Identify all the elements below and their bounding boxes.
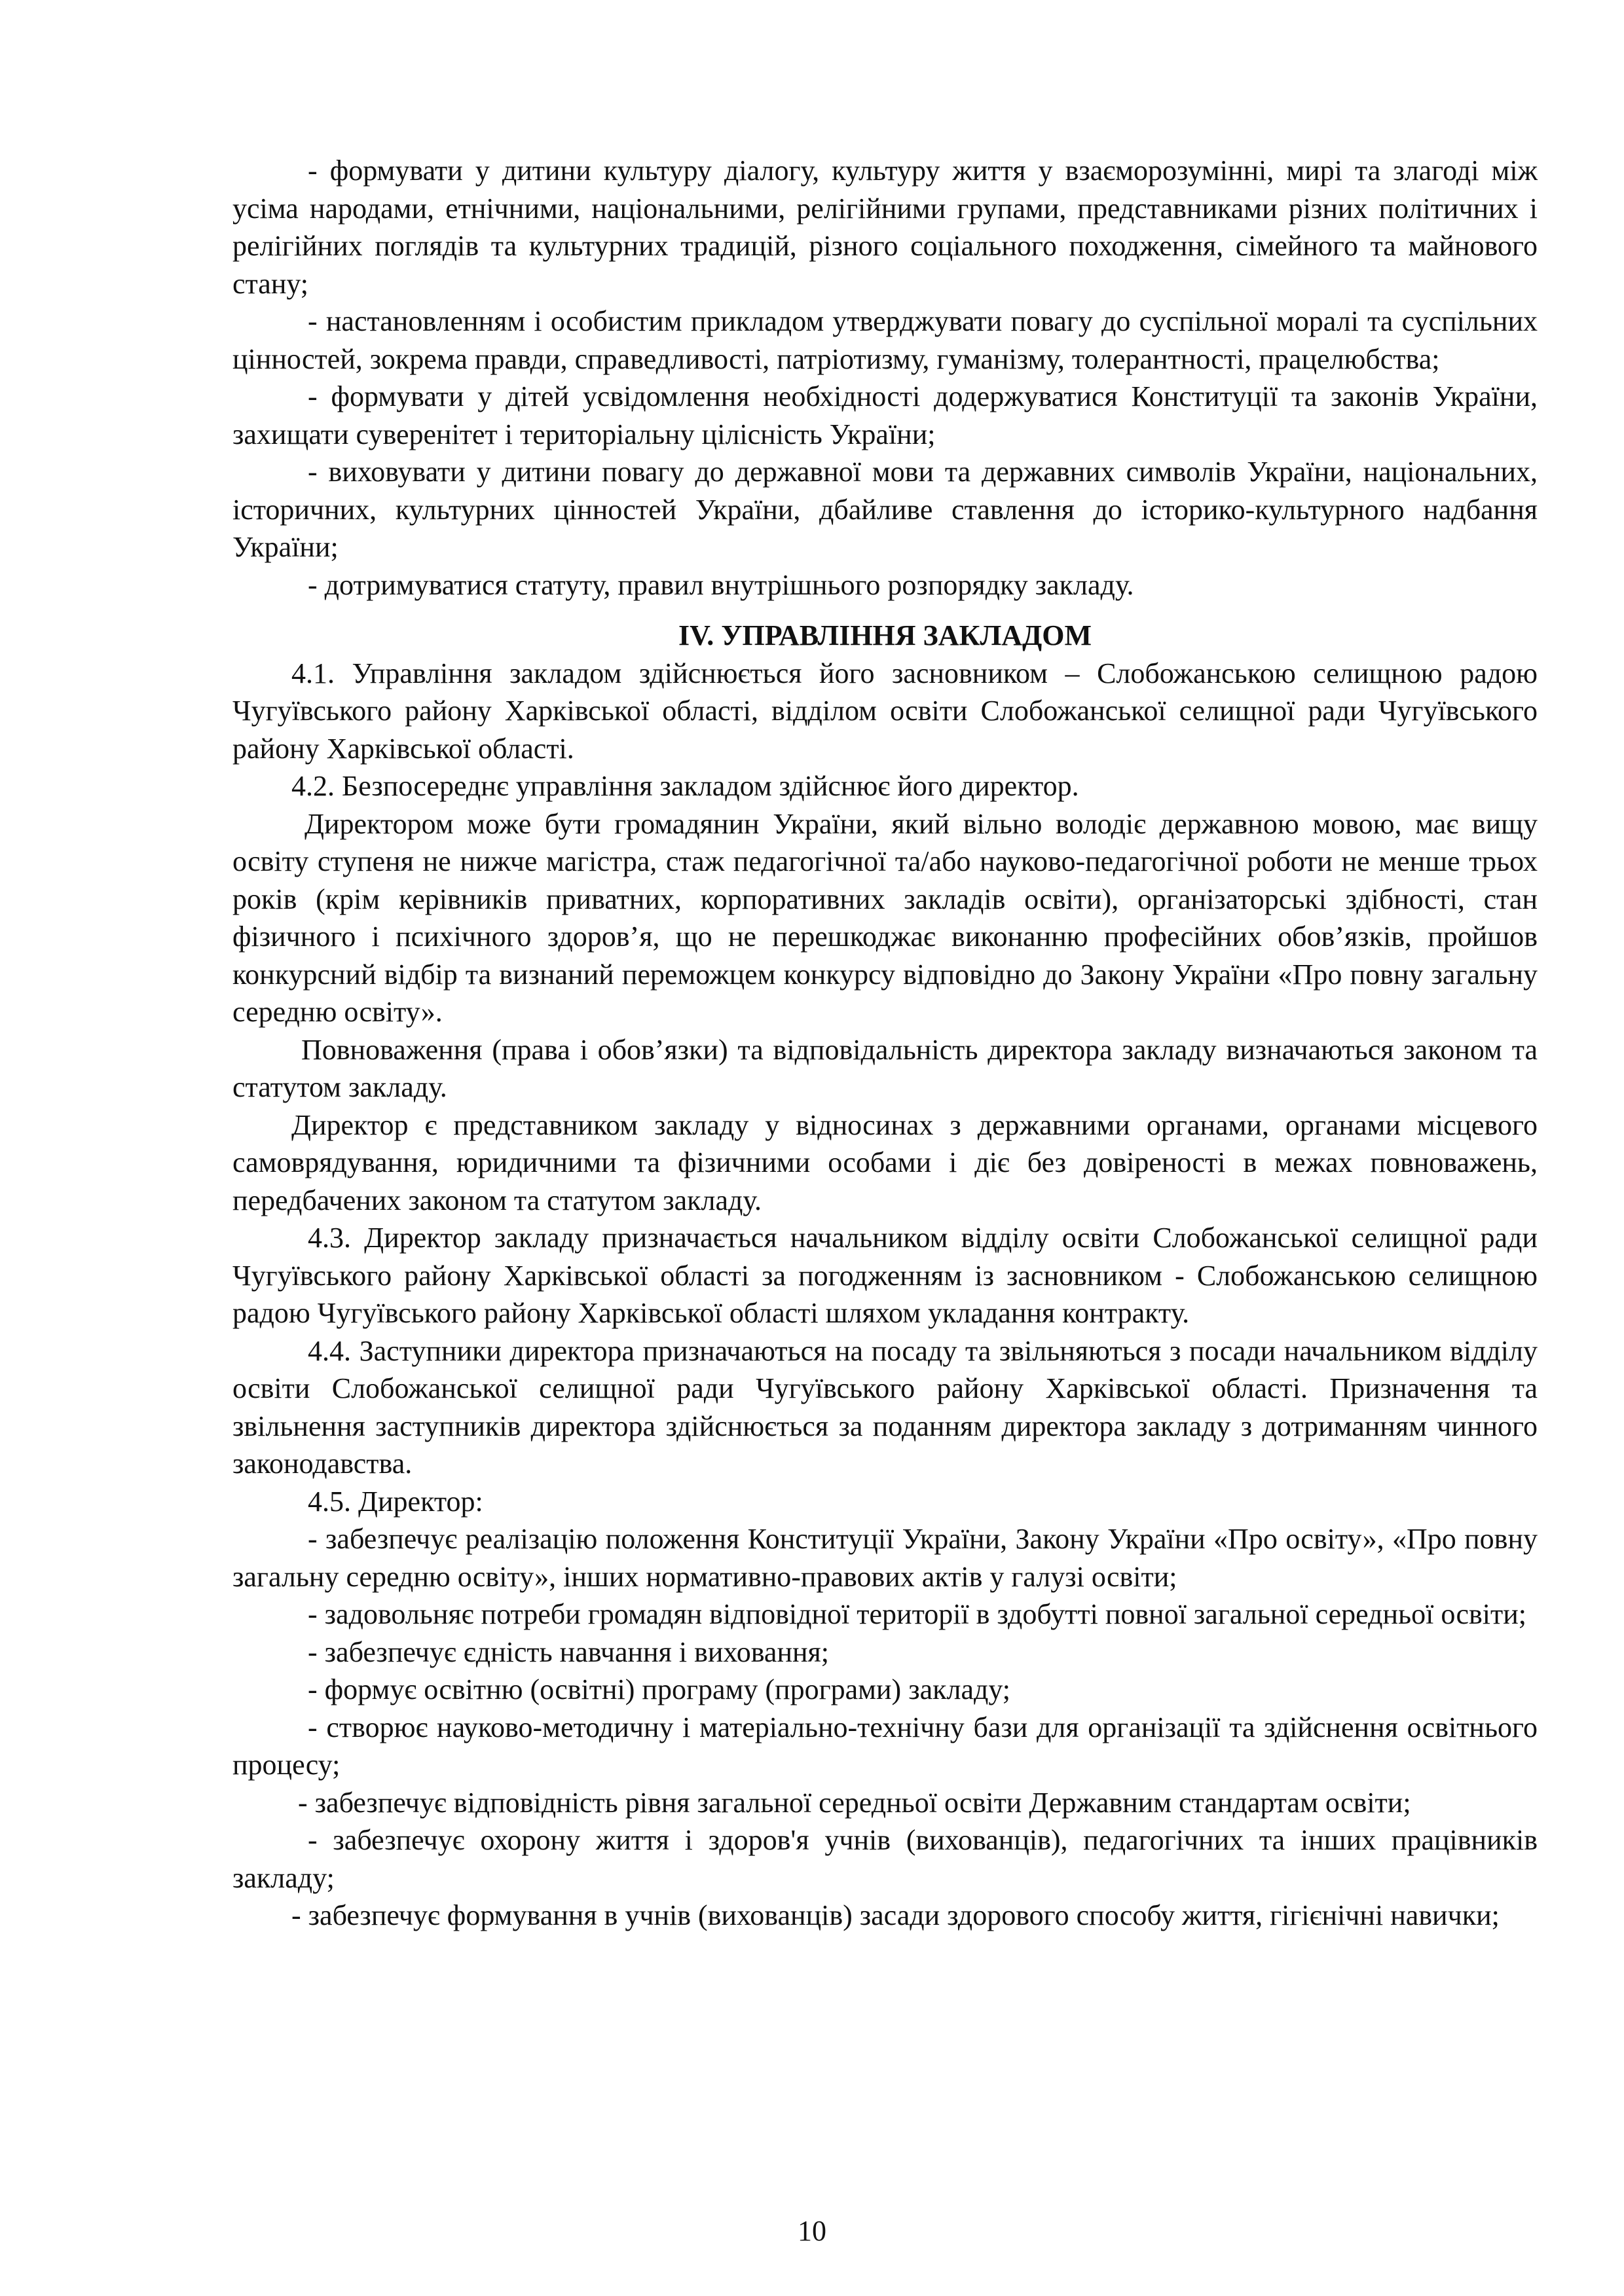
intro-paragraph-4: - виховувати у дитини повагу до державної мови та державних символів України, національних, історичних, культурних цінностей України, дбайливе ставлення до історико-культурного надбання України;: [232, 456, 1538, 563]
clause-4-2: 4.2. Безпосереднє управління закладом здійснює його директор.: [291, 770, 1079, 802]
director-duty-5: - створює науково-методичну і матеріально-технічну бази для організації та здійснення освітнього процесу;: [232, 1711, 1538, 1781]
clause-4-4: 4.4. Заступники директора призначаються на посаду та звільняються з посади начальником відділу освіти Слобожанської селищної ради Чугуївського району Харківської області. Призначення та звільнення заступників директора здійснюється за поданням директора закладу з дотриманням чинного законодавства.: [232, 1334, 1538, 1480]
director-duty-1: - забезпечує реалізацію положення Конституції України, Закону України «Про освіту», «Про повну загальну середню освіту», інших нормативно-правових актів у галузі освіти;: [232, 1523, 1538, 1593]
clause-4-5: 4.5. Директор:: [308, 1485, 483, 1518]
director-duty-7: - забезпечує охорону життя і здоров'я учнів (вихованців), педагогічних та інших працівників закладу;: [232, 1824, 1538, 1894]
director-duty-2: - задовольняє потреби громадян відповідної території в здобутті повної загальної середньої освіти;: [308, 1598, 1526, 1630]
section-heading: IV. УПРАВЛІННЯ ЗАКЛАДОМ: [678, 619, 1092, 651]
director-powers-paragraph: Повноваження (права і обов’язки) та відповідальність директора закладу визначаються законом та статутом закладу.: [232, 1033, 1538, 1103]
intro-paragraph-5: - дотримуватися статуту, правил внутрішнього розпорядку закладу.: [308, 568, 1134, 601]
director-requirements-paragraph: Директором може бути громадянин України, який вільно володіє державною мовою, має вищу освіту ступеня не нижче магістра, стаж педагогічної та/або науково-педагогічної роботи не менше трьох років (крім керівників приватних, корпоративних закладів освіти), організаторські здібності, стан фізичного і психічного здоров’я, що не перешкоджає виконанню професійних обов’язків, пройшов конкурсний відбір та визнаний переможцем конкурсу відповідно до Закону України «Про повну загальну середню освіту».: [232, 807, 1538, 1028]
intro-paragraph-3: - формувати у дітей усвідомлення необхідності додержуватися Конституції та законів України, захищати суверенітет і територіальну цілісність України;: [232, 380, 1538, 450]
intro-paragraph-2: - настановленням і особистим прикладом утверджувати повагу до суспільної моралі та суспільних цінностей, зокрема правди, справедливості, патріотизму, гуманізму, толерантності, працелюбства;: [232, 305, 1538, 375]
director-representation-paragraph: Директор є представником закладу у відносинах з державними органами, органами місцевого самоврядування, юридичними та фізичними особами і діє без довіреності в межах повноважень, передбачених законом та статутом закладу.: [232, 1108, 1538, 1216]
director-duty-6: - забезпечує відповідність рівня загальної середньої освіти Державним стандартам освіти;: [298, 1786, 1411, 1819]
director-duty-4: - формує освітню (освітні) програму (програми) закладу;: [308, 1673, 1011, 1705]
clause-4-3: 4.3. Директор закладу призначається начальником відділу освіти Слобожанської селищної ради Чугуївського району Харківської області за погодженням із засновником - Слобожанською селищною радою Чугуївського району Харківської області шляхом укладання контракту.: [232, 1222, 1538, 1329]
director-duty-8: - забезпечує формування в учнів (вихованців) засади здорового способу життя, гігієнічні навички;: [291, 1899, 1500, 1931]
director-duty-3: - забезпечує єдність навчання і виховання;: [308, 1635, 829, 1668]
intro-paragraph-1: - формувати у дитини культуру діалогу, культуру життя у взаєморозумінні, мирі та злагоді між усіма народами, етнічними, національними, релігійними групами, представниками різних політичних і релігійних поглядів та культурних традицій, різного соціального походження, сімейного та майнового стану;: [232, 155, 1538, 300]
clause-4-1: 4.1. Управління закладом здійснюється його засновником – Слобожанською селищною радою Чугуївського району Харківської області, відділом освіти Слобожанської селищної ради Чугуївського району Харківської області.: [232, 657, 1538, 765]
page-number: 10: [798, 2215, 826, 2247]
document-page: [232, 152, 1538, 1935]
